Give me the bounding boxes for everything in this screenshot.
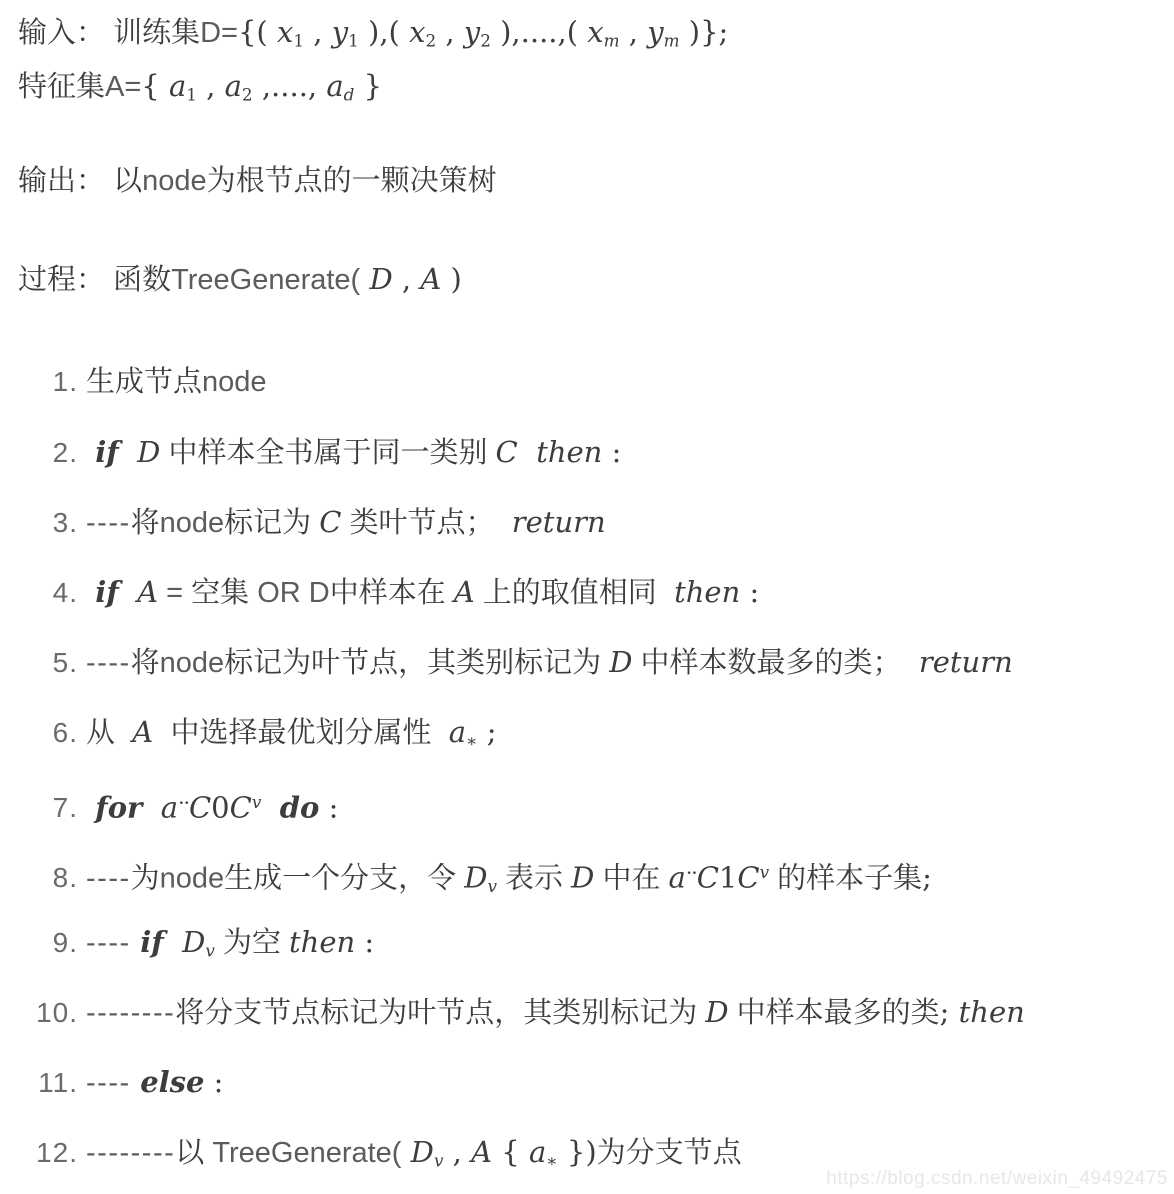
text-segment-m bbox=[503, 505, 512, 539]
text-segment-m bbox=[910, 645, 919, 679]
text-segment-mi: x bbox=[276, 15, 294, 49]
text-segment-sub: ∗ bbox=[466, 730, 478, 751]
algo-step-3 bbox=[0, 502, 606, 543]
process-line bbox=[0, 259, 462, 300]
text-segment-subi: v bbox=[487, 875, 497, 896]
text-segment-mi: C bbox=[319, 505, 342, 539]
text-segment-cn: 中样本最多的类 bbox=[728, 997, 940, 1029]
output-spec-line bbox=[0, 161, 497, 201]
text-segment-m bbox=[665, 575, 674, 609]
text-segment-kw: for bbox=[95, 790, 143, 825]
text-segment-cn: 空集 bbox=[191, 577, 258, 609]
algo-step-10 bbox=[0, 992, 1025, 1033]
text-segment-lt: = bbox=[158, 577, 192, 609]
text-segment-cn: 中样本数最多的类； bbox=[632, 647, 910, 679]
text-segment-mi: C bbox=[229, 790, 252, 825]
text-segment-mi: A bbox=[137, 575, 159, 609]
text-segment-mi: a bbox=[448, 715, 467, 749]
list-number: 4. bbox=[52, 577, 78, 608]
text-segment-m: { bbox=[141, 69, 169, 103]
list-number: 9. bbox=[52, 927, 78, 958]
text-segment-dash: ---- bbox=[86, 647, 131, 679]
text-segment-cn: 生成一个分支，令 bbox=[224, 862, 465, 895]
text-segment-lt: node bbox=[159, 507, 225, 539]
text-segment-m: ; bbox=[477, 715, 497, 749]
text-segment-cn: 中样本在 bbox=[329, 577, 454, 609]
text-segment-cn: 的样本子集 bbox=[769, 862, 923, 895]
text-segment-m bbox=[119, 575, 137, 609]
text-segment-cn: 中选择最优划分属性 bbox=[162, 717, 440, 749]
text-segment-kw: if bbox=[95, 435, 119, 469]
text-segment-m bbox=[401, 1135, 410, 1169]
text-segment-mi: D bbox=[137, 435, 161, 469]
text-segment-m: } bbox=[354, 69, 383, 103]
text-segment-cn: 为空 bbox=[214, 927, 290, 959]
text-segment-m: : bbox=[319, 790, 339, 825]
text-segment-lt: node bbox=[159, 647, 225, 679]
text-segment-sub: 2 bbox=[480, 30, 491, 51]
text-segment-lt: TreeGenerate( bbox=[171, 264, 361, 296]
text-segment-cn: 过程： bbox=[18, 264, 106, 296]
text-segment-mi: D bbox=[182, 925, 206, 959]
text-segment-cn: 生成节点 bbox=[86, 366, 203, 398]
text-segment-mi: C bbox=[188, 790, 212, 825]
text-segment-mi: D bbox=[464, 860, 488, 895]
list-number: 1. bbox=[52, 366, 78, 397]
text-segment-kw2: then bbox=[674, 575, 741, 609]
text-segment-kw2: return bbox=[511, 505, 606, 539]
algo-step-9 bbox=[0, 922, 374, 971]
text-segment-subi: m bbox=[603, 30, 620, 51]
text-segment-sub: 2 bbox=[241, 84, 253, 105]
list-number: 11. bbox=[38, 1067, 78, 1098]
text-segment-cn bbox=[105, 17, 113, 49]
text-segment-m: { bbox=[492, 1135, 529, 1169]
text-segment-cn: 以 bbox=[113, 165, 143, 197]
text-segment-sub: 2 bbox=[425, 30, 437, 51]
text-segment-m bbox=[86, 790, 95, 824]
text-segment-subi: v bbox=[205, 940, 215, 961]
text-segment-cn: 将 bbox=[130, 647, 160, 679]
text-segment-subi: v bbox=[433, 1150, 444, 1171]
text-segment-dots: ·· bbox=[178, 791, 189, 816]
text-segment-cn: 从 bbox=[86, 717, 124, 749]
text-segment-sub: ∗ bbox=[546, 1150, 558, 1171]
text-segment-mi: a bbox=[160, 790, 179, 825]
text-segment-m: , bbox=[443, 1135, 472, 1169]
text-segment-cn: 以 bbox=[175, 1137, 213, 1169]
text-segment-m: }) bbox=[557, 1135, 597, 1169]
text-segment-m: ; bbox=[939, 995, 959, 1029]
text-segment-m bbox=[164, 925, 182, 959]
text-segment-sup: v bbox=[251, 792, 262, 812]
algo-step-5 bbox=[0, 642, 1013, 683]
list-number: 7. bbox=[52, 792, 78, 824]
list-number: 5. bbox=[52, 647, 78, 678]
text-segment-m: , bbox=[436, 15, 464, 49]
watermark-url: https://blog.csdn.net/weixin_49492475 bbox=[826, 1168, 1168, 1189]
text-segment-dash: ---- bbox=[86, 927, 141, 959]
text-segment-mi: D bbox=[609, 645, 633, 679]
text-segment-m: ,...., bbox=[252, 69, 327, 103]
text-segment-mi: C bbox=[696, 860, 719, 895]
text-segment-cn: 输入： bbox=[18, 17, 106, 49]
algo-step-8 bbox=[0, 852, 932, 906]
text-segment-cn bbox=[105, 165, 113, 197]
text-segment-kw: if bbox=[95, 575, 119, 609]
text-segment-mi: D bbox=[705, 995, 729, 1029]
text-segment-m: ),( bbox=[358, 15, 410, 49]
text-segment-cn: 输出： bbox=[18, 165, 106, 197]
text-segment-sub: 1 bbox=[186, 84, 197, 105]
algo-step-2 bbox=[0, 432, 621, 473]
text-segment-mi: y bbox=[463, 15, 481, 49]
text-segment-dash: ---- bbox=[86, 507, 131, 539]
list-number: 6. bbox=[52, 717, 78, 748]
text-segment-lt: node bbox=[202, 366, 267, 398]
text-segment-lt: TreeGenerate( bbox=[212, 1137, 402, 1169]
algo-step-1 bbox=[0, 362, 267, 402]
text-segment-m: 0 bbox=[211, 790, 230, 825]
text-segment-cn: 中在 bbox=[594, 862, 669, 895]
text-segment-mi: C bbox=[495, 435, 518, 469]
input-spec-line bbox=[0, 12, 728, 61]
text-segment-m: , bbox=[619, 15, 648, 49]
text-segment-mi: D bbox=[369, 262, 393, 296]
text-segment-cn: 将 bbox=[130, 507, 160, 539]
text-segment-m bbox=[123, 715, 132, 749]
text-segment-cn: 特征集 bbox=[18, 71, 106, 103]
text-segment-cn: 为根节点的一颗决策树 bbox=[206, 165, 497, 197]
text-segment-sub: 1 bbox=[348, 30, 359, 51]
text-segment-dash: ---- bbox=[86, 1067, 141, 1099]
text-segment-lt: A= bbox=[105, 71, 142, 103]
text-segment-cn: 标记为叶节点，其类别标记为 bbox=[224, 647, 610, 679]
text-segment-mi: D bbox=[410, 1135, 434, 1169]
text-segment-subi: d bbox=[343, 84, 355, 105]
text-segment-cn: 为 bbox=[130, 862, 160, 895]
text-segment-sup: v bbox=[759, 862, 770, 882]
text-segment-cn: 中样本全书属于同一类别 bbox=[160, 437, 496, 469]
text-segment-kw: do bbox=[279, 790, 320, 825]
text-segment-dash: -------- bbox=[86, 997, 176, 1029]
text-segment-m: ; bbox=[922, 860, 932, 895]
text-segment-mi: C bbox=[737, 860, 760, 895]
list-number: 8. bbox=[52, 862, 78, 894]
feature-set-line bbox=[0, 66, 382, 115]
text-segment-m bbox=[86, 435, 95, 469]
text-segment-kw: if bbox=[140, 925, 164, 959]
text-segment-dash: ---- bbox=[86, 862, 131, 895]
text-segment-cn: 训练集 bbox=[113, 17, 201, 49]
algo-step-11 bbox=[0, 1062, 223, 1103]
text-segment-lt: node bbox=[159, 862, 225, 895]
text-segment-cn: 将分支节点标记为叶节点，其类别标记为 bbox=[175, 997, 706, 1029]
algo-step-4 bbox=[0, 572, 759, 613]
text-segment-m bbox=[86, 575, 95, 609]
text-segment-mi: a bbox=[326, 69, 344, 103]
text-segment-m bbox=[261, 790, 279, 824]
text-segment-mi: x bbox=[409, 15, 426, 49]
text-segment-m: )}; bbox=[679, 15, 729, 49]
text-segment-m: ),....,( bbox=[490, 15, 588, 49]
text-segment-m: , bbox=[304, 15, 332, 49]
algo-step-6 bbox=[0, 712, 497, 761]
text-segment-kw2: return bbox=[918, 645, 1013, 679]
text-segment-m bbox=[518, 435, 536, 469]
algo-step-12 bbox=[0, 1132, 742, 1181]
text-segment-cn: 类叶节点； bbox=[341, 507, 503, 539]
text-segment-m bbox=[119, 435, 137, 469]
text-segment-mi: D bbox=[571, 860, 595, 895]
text-segment-mi: A bbox=[420, 262, 442, 296]
text-segment-cn: 表示 bbox=[497, 862, 572, 895]
text-segment-mi: x bbox=[587, 15, 604, 49]
text-segment-sub: 1 bbox=[293, 30, 305, 51]
text-segment-m: : bbox=[355, 925, 375, 959]
text-segment-cn: 标记为 bbox=[224, 507, 320, 539]
text-segment-m: : bbox=[204, 1065, 224, 1099]
text-segment-cn bbox=[105, 264, 113, 296]
text-segment-mi: y bbox=[331, 15, 349, 49]
text-segment-m: : bbox=[740, 575, 760, 609]
text-segment-m: 1 bbox=[718, 860, 738, 895]
list-number: 12. bbox=[36, 1137, 78, 1168]
list-number: 2. bbox=[52, 437, 78, 468]
text-segment-subi: m bbox=[663, 30, 680, 51]
list-number: 3. bbox=[52, 507, 78, 538]
text-segment-mi: y bbox=[647, 15, 664, 49]
text-segment-m: , bbox=[196, 69, 225, 103]
text-segment-m: ) bbox=[441, 262, 462, 296]
text-segment-kw2: then bbox=[536, 435, 603, 469]
text-segment-kw2: then bbox=[958, 995, 1025, 1029]
text-segment-mi: a bbox=[224, 69, 242, 103]
text-segment-mi: A bbox=[471, 1135, 493, 1169]
text-segment-m: , bbox=[392, 262, 421, 296]
text-segment-cn: 函数 bbox=[113, 264, 172, 296]
text-segment-lt: OR D bbox=[257, 577, 330, 609]
text-segment-m bbox=[440, 715, 449, 749]
text-segment-m bbox=[142, 790, 160, 824]
algo-step-7 bbox=[0, 782, 338, 828]
text-segment-mi: A bbox=[453, 575, 475, 609]
text-segment-dash: -------- bbox=[86, 1137, 176, 1169]
text-segment-cn: 上的取值相同 bbox=[474, 577, 665, 609]
text-segment-lt: D= bbox=[200, 17, 238, 49]
text-segment-dots: ·· bbox=[685, 861, 697, 886]
text-segment-mi: A bbox=[132, 715, 154, 749]
text-segment-cn: 为分支节点 bbox=[596, 1137, 742, 1169]
text-segment-mi: a bbox=[168, 69, 187, 103]
text-segment-m: {( bbox=[237, 15, 277, 49]
text-segment-kw: else bbox=[140, 1065, 205, 1099]
text-segment-lt: node bbox=[142, 165, 207, 197]
list-number: 10. bbox=[36, 997, 78, 1028]
text-segment-mi: a bbox=[528, 1135, 547, 1169]
text-segment-mi: a bbox=[668, 860, 686, 895]
text-segment-m: : bbox=[602, 435, 622, 469]
text-segment-kw2: then bbox=[289, 925, 356, 959]
